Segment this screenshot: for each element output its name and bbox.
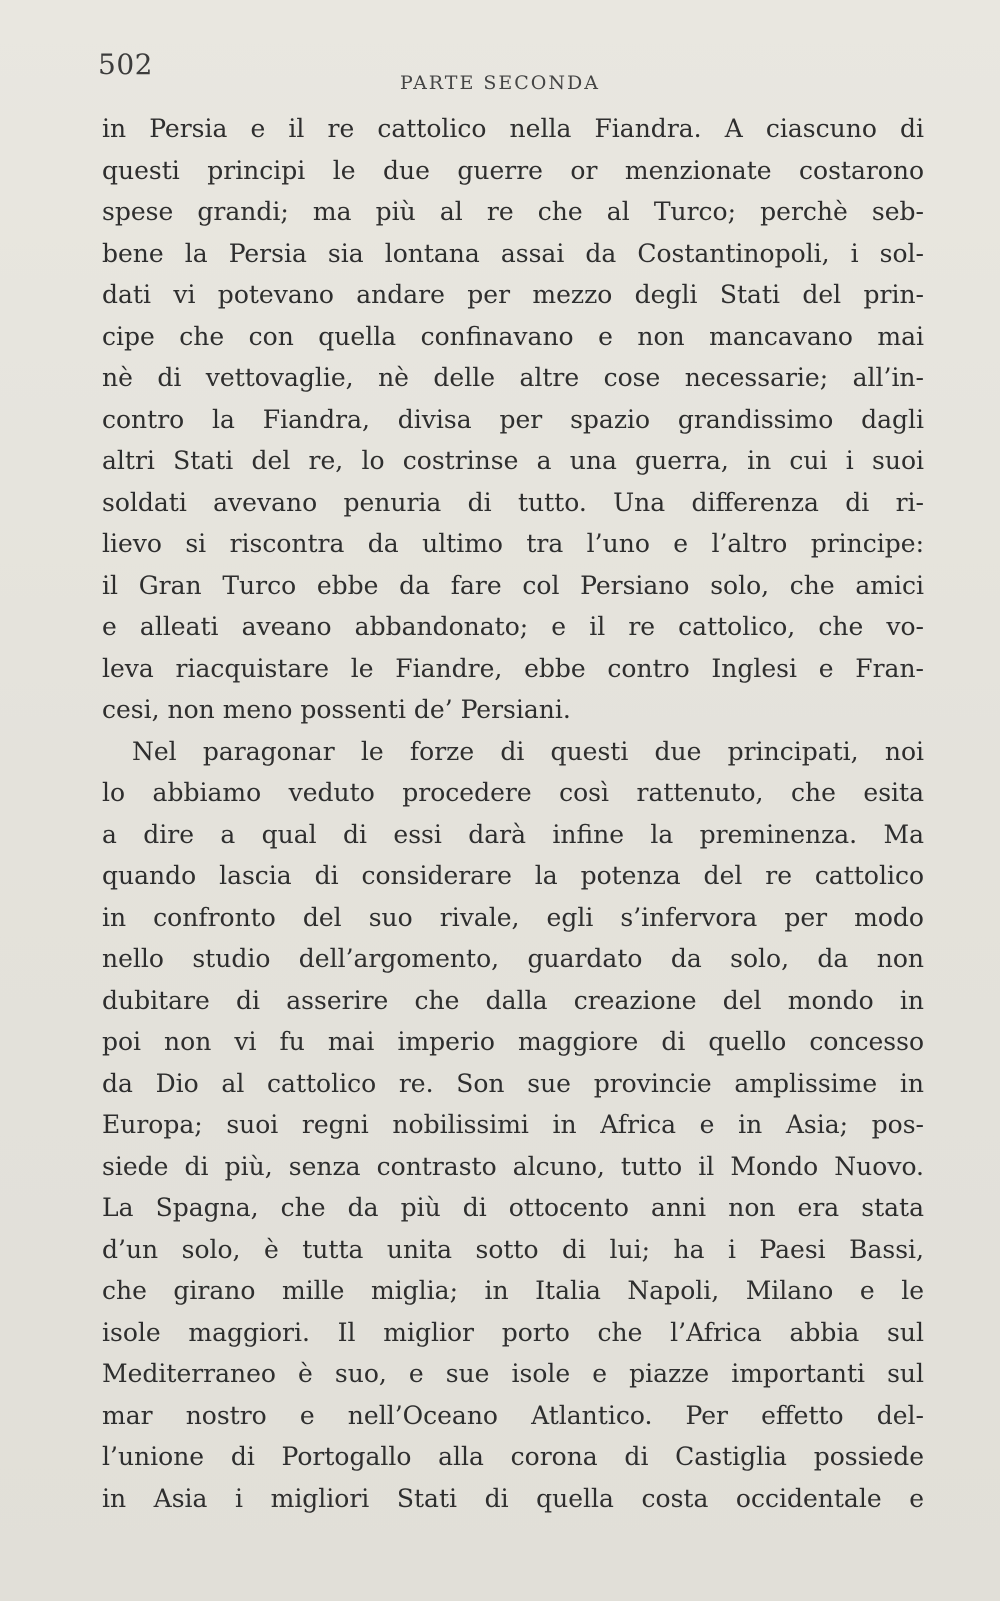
text-line: nello studio dell’argomento, guardato da solo, da non — [102, 944, 924, 973]
text-line: cipe che con quella confinavano e non mancavano mai — [102, 321, 924, 351]
text-line: nè di vettovaglie, nè delle altre cose necessarie; all’in- — [102, 363, 924, 392]
text-line: dati vi potevano andare per mezzo degli Stati del prin- — [102, 280, 924, 309]
text-line: La Spagna, che da più di ottocento anni non era stata — [102, 1193, 924, 1222]
text-line: altri Stati del re, lo costrinse a una guerra, in cui i suoi — [102, 446, 924, 475]
text-line: mar nostro e nell’Oceano Atlantico. Per effetto del- — [102, 1400, 924, 1430]
text-line: il Gran Turco ebbe da fare col Persiano solo, che amici — [102, 570, 924, 600]
text-line: dubitare di asserire che dalla creazione del mondo in — [102, 985, 924, 1015]
text-line: contro la Fiandra, divisa per spazio grandissimo dagli — [102, 404, 924, 434]
text-line: Europa; suoi regni nobilissimi in Africa e in Asia; pos- — [102, 1110, 924, 1139]
text-line: isole maggiori. Il miglior porto che l’Africa abbia sul — [102, 1317, 924, 1347]
text-line: poi non vi fu mai imperio maggiore di quello concesso — [102, 1027, 924, 1056]
text-line: che girano mille miglia; in Italia Napoli, Milano e le — [102, 1276, 924, 1305]
text-line: spese grandi; ma più al re che al Turco; perchè seb- — [102, 197, 924, 226]
text-line: in Asia i migliori Stati di quella costa occidentale e — [102, 1483, 924, 1513]
text-line: da Dio al cattolico re. Son sue provincie amplissime in — [102, 1068, 924, 1098]
text-line: cesi, non meno possenti de’ Persiani. — [102, 695, 571, 724]
text-line: e alleati aveano abbandonato; e il re cattolico, che vo- — [102, 612, 924, 641]
text-line: soldati avevano penuria di tutto. Una differenza di ri- — [102, 487, 924, 517]
text-line: Mediterraneo è suo, e sue isole e piazze importanti sul — [102, 1359, 924, 1388]
text-line: d’un solo, è tutta unita sotto di lui; ha i Paesi Bassi, — [102, 1234, 924, 1264]
text-line: Nel paragonar le forze di questi due principati, noi — [132, 736, 924, 766]
text-line: siede di più, senza contrasto alcuno, tutto il Mondo Nuovo. — [102, 1151, 924, 1181]
text-line: a dire a qual di essi darà infine la preminenza. Ma — [102, 819, 924, 849]
text-line: leva riacquistare le Fiandre, ebbe contro Inglesi e Fran- — [102, 653, 924, 683]
text-line: quando lascia di considerare la potenza del re cattolico — [102, 861, 924, 890]
text-line: questi principi le due guerre or menzionate costarono — [102, 155, 924, 185]
text-line: in Persia e il re cattolico nella Fiandra. A ciascuno di — [102, 114, 924, 143]
text-line: lo abbiamo veduto procedere così rattenuto, che esita — [102, 778, 924, 807]
page-number: 502 — [98, 48, 153, 81]
text-line: lievo si riscontra da ultimo tra l’uno e l’altro principe: — [102, 529, 924, 558]
text-line: bene la Persia sia lontana assai da Costantinopoli, i sol- — [102, 238, 924, 268]
text-line: l’unione di Portogallo alla corona di Castiglia possiede — [102, 1442, 924, 1471]
running-head: PARTE SECONDA — [400, 72, 600, 94]
body-text — [102, 108, 924, 1519]
text-line: in confronto del suo rivale, egli s’infervora per modo — [102, 902, 924, 932]
